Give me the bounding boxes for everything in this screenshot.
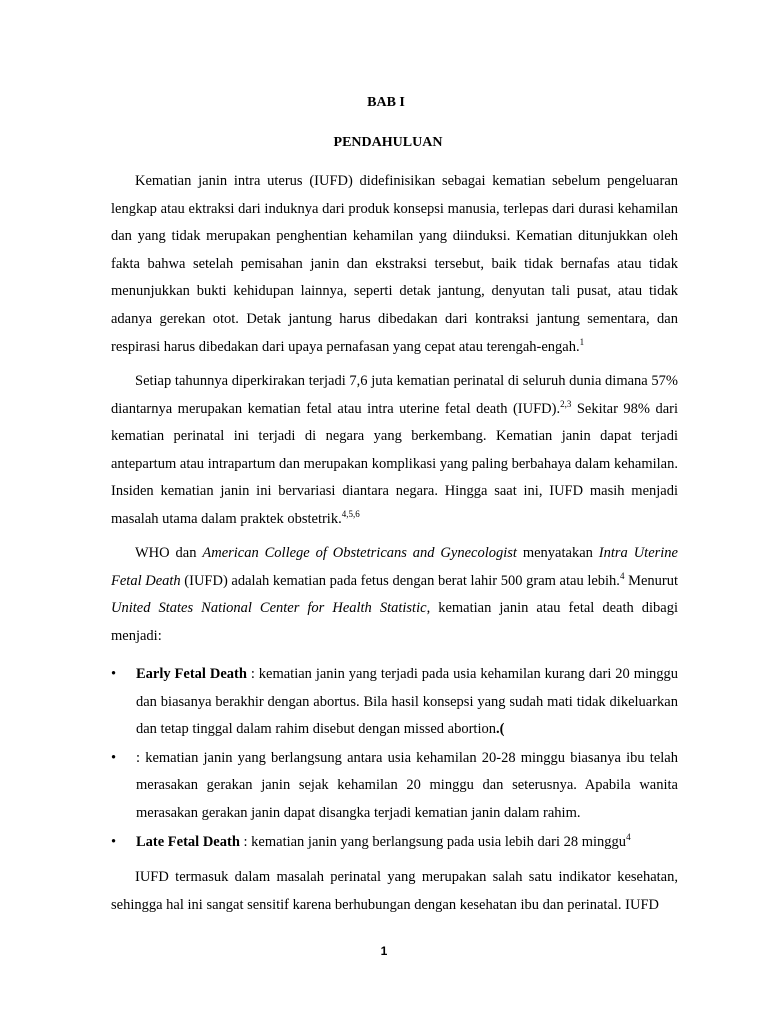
paragraph-text: IUFD termasuk dalam masalah perinatal yang merupakan salah satu indikator kesehatan, sehingga hal ini sangat sensitif karena berhubungan dengan kesehatan ibu dan perinatal. IUFD (111, 869, 678, 913)
chapter-heading: BAB I (367, 95, 405, 110)
paragraph-who-definition (111, 540, 678, 650)
citation-ref: 4 (626, 831, 631, 842)
paragraph-text: Sekitar 98% dari kematian perinatal ini terjadi di negara yang berkembang. Kematian janin dapat terjadi antepartum atau intrapartum dan merupakan komplikasi yang paling berbahaya dalam kehamilan. Insiden kematian janin ini bervariasi diantara negara. Hingga saat ini, IUFD masih menjadi masalah utama dalam praktek obstetrik. (111, 400, 678, 527)
list-item-late-fetal-death (111, 829, 678, 857)
list-item-term: Late Fetal Death (136, 833, 240, 850)
italic-term: Intra Uterine Fetal Death (111, 545, 678, 589)
italic-organization: American College of Obstetricans and Gynecologist (202, 545, 517, 561)
bullet-icon: • (111, 666, 117, 682)
paragraph-perinatal-statistics (111, 368, 678, 534)
paragraph-text: menyatakan (516, 545, 599, 561)
list-item-term: Early Fetal Death (136, 666, 247, 682)
list-item-early-fetal-death (111, 661, 678, 744)
page-number: 1 (380, 944, 388, 958)
list-item-text: : kematian janin yang berlangsung antara usia kehamilan 20-28 minggu biasanya ibu telah merasakan gerakan janin sejak kehamilan 20 minggu dan seterusnya. Apabila wanita merasakan gerakan janin dapat disangka terjadi kematian janin dalam rahim. (136, 749, 678, 821)
list-item-text: : kematian janin yang berlangsung pada usia lebih dari 28 minggu (239, 833, 627, 850)
citation-ref: 4,5,6 (341, 509, 360, 520)
paragraph-text: Setiap tahunnya diperkirakan terjadi 7,6 juta kematian perinatal di seluruh dunia dimana 57% diantarnya merupakan kematian fetal atau intra uterine fetal death (IUFD). (111, 373, 678, 417)
paragraph-text: Menurut (624, 572, 678, 589)
citation-ref: 4 (619, 570, 625, 581)
paragraph-text: WHO dan (135, 545, 203, 561)
citation-ref: 2,3 (560, 398, 572, 409)
fetal-death-list (111, 661, 678, 856)
paragraph-text: (IUFD) adalah kematian pada fetus dengan berat lahir 500 gram atau lebih. (180, 572, 620, 589)
citation-ref: 1 (579, 336, 585, 347)
paragraph-iufd-definition (111, 168, 678, 361)
bullet-icon: • (111, 833, 117, 850)
paragraph-text: Kematian janin intra uterus (IUFD) didefinisikan sebagai kematian sebelum pengeluaran lengkap atau ektraksi dari induknya dari produk konsepsi manusia, terlepas dari durasi kehamilan dan yang tidak merupakan penghentian kehamilan yang diinduksi. Kematian ditunjukkan oleh fakta bahwa setelah pemisahan janin dan ekstraksi tersebut, baik tidak bernafas atau tidak menunjukkan bukti kehidupan lainnya, seperti detak jantung, denyutan tali pusat, atau tidak adanya gerekan otot. Detak jantung harus dibedakan dari kontraksi jantung sementara, dan respirasi harus dibedakan dari upaya pernafasan yang cepat atau terengah-engah. (111, 173, 678, 355)
chapter-title: PENDAHULUAN (333, 135, 443, 150)
paragraph-iufd-indicator (111, 864, 678, 919)
paragraph-text: , kematian janin atau fetal death dibagi menjadi: (111, 600, 678, 644)
italic-organization: United States National Center for Health Statistic (111, 600, 427, 617)
bullet-icon: • (111, 749, 117, 766)
list-item-intermediate-fetal-death (111, 745, 678, 828)
list-item-text: : kematian janin yang terjadi pada usia kehamilan kurang dari 20 minggu dan biasanya berakhir dengan abortus. Bila hasil konsepsi yang sudah mati tidak dikeluarkan dan tetap tinggal dalam rahim disebut dengan missed abortion (136, 666, 678, 738)
list-item-tail: .( (496, 721, 505, 738)
